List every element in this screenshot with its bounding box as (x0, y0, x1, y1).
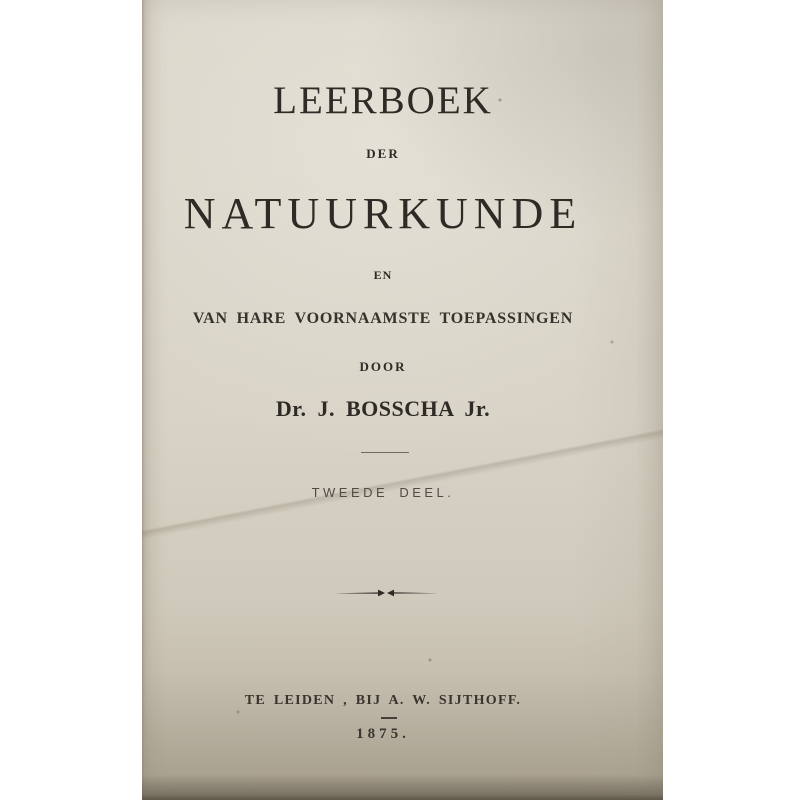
imprint-line: TE LEIDEN , BIJ A. W. SIJTHOFF. (244, 693, 522, 708)
book-page-photo (142, 0, 663, 800)
subtitle-connector: EN (373, 268, 393, 282)
short-divider-rule (361, 452, 409, 453)
volume-label: TWEEDE DEEL. (311, 485, 455, 500)
author-name: Dr. J. BOSSCHA Jr. (275, 396, 491, 421)
byline-label: DOOR (359, 359, 407, 374)
imprint-dash-rule (381, 717, 397, 719)
publication-year: 1875. (356, 726, 410, 742)
book-subtitle: VAN HARE VOORNAAMSTE TOEPASSINGEN (192, 310, 574, 327)
book-main-title: NATUURKUNDE (183, 189, 583, 238)
center-rule-ornament (334, 587, 438, 599)
book-title: LEERBOEK (273, 79, 493, 122)
title-page-content (142, 0, 624, 800)
title-connector: DER (366, 146, 400, 161)
